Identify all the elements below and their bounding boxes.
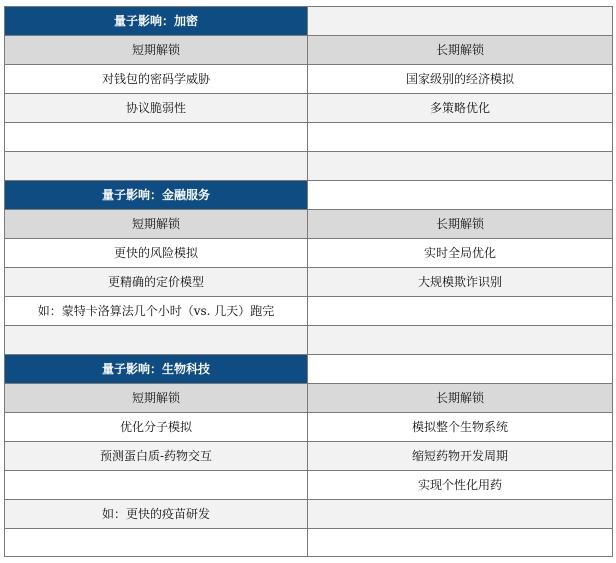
column-header-long-term: 长期解锁: [308, 210, 613, 239]
short-term-cell: 优化分子模拟: [5, 413, 308, 442]
column-header-long-term: 长期解锁: [308, 384, 613, 413]
short-term-cell: 预测蛋白质-药物交互: [5, 442, 308, 471]
short-term-cell: [5, 529, 308, 557]
short-term-cell: 如：更快的疫苗研发: [5, 500, 308, 529]
section-title: 量子影响：金融服务: [5, 181, 308, 210]
short-term-cell: [5, 152, 308, 181]
table-row: [5, 268, 613, 297]
section-header-blank: [308, 181, 613, 210]
table-row: [5, 239, 613, 268]
long-term-cell: 模拟整个生物系统: [308, 413, 613, 442]
short-term-cell: 更精确的定价模型: [5, 268, 308, 297]
long-term-cell: [308, 123, 613, 152]
column-header-short-term: 短期解锁: [5, 210, 308, 239]
section-header-blank: [308, 355, 613, 384]
section-title: 量子影响：加密: [5, 7, 308, 36]
long-term-cell: [308, 326, 613, 355]
short-term-cell: 对钱包的密码学威胁: [5, 65, 308, 94]
table-row: [5, 152, 613, 181]
long-term-cell: 大规模欺诈识别: [308, 268, 613, 297]
section-header-blank: [308, 7, 613, 36]
table-row: [5, 442, 613, 471]
column-header-long-term: 长期解锁: [308, 36, 613, 65]
long-term-cell: [308, 152, 613, 181]
table-row: [5, 65, 613, 94]
section-header-financial-services: [5, 181, 613, 210]
table-row: [5, 413, 613, 442]
column-header-short-term: 短期解锁: [5, 36, 308, 65]
short-term-cell: 如：蒙特卡洛算法几个小时（vs. 几天）跑完: [5, 297, 308, 326]
quantum-impact-table: [4, 6, 613, 557]
section-header-crypto: [5, 7, 613, 36]
long-term-cell: [308, 297, 613, 326]
long-term-cell: 缩短药物开发周期: [308, 442, 613, 471]
table-row: [5, 94, 613, 123]
long-term-cell: 多策略优化: [308, 94, 613, 123]
table-row: [5, 297, 613, 326]
column-header-row: [5, 36, 613, 65]
short-term-cell: 协议脆弱性: [5, 94, 308, 123]
table-row: [5, 529, 613, 557]
long-term-cell: 实时全局优化: [308, 239, 613, 268]
long-term-cell: [308, 500, 613, 529]
table-row: [5, 123, 613, 152]
section-header-biotech: [5, 355, 613, 384]
short-term-cell: 更快的风险模拟: [5, 239, 308, 268]
short-term-cell: [5, 326, 308, 355]
long-term-cell: 国家级别的经济模拟: [308, 65, 613, 94]
column-header-row: [5, 210, 613, 239]
table-row: [5, 500, 613, 529]
column-header-row: [5, 384, 613, 413]
column-header-short-term: 短期解锁: [5, 384, 308, 413]
short-term-cell: [5, 123, 308, 152]
long-term-cell: 实现个性化用药: [308, 471, 613, 500]
long-term-cell: [308, 529, 613, 557]
short-term-cell: [5, 471, 308, 500]
table-row: [5, 471, 613, 500]
section-title: 量子影响：生物科技: [5, 355, 308, 384]
table-row: [5, 326, 613, 355]
